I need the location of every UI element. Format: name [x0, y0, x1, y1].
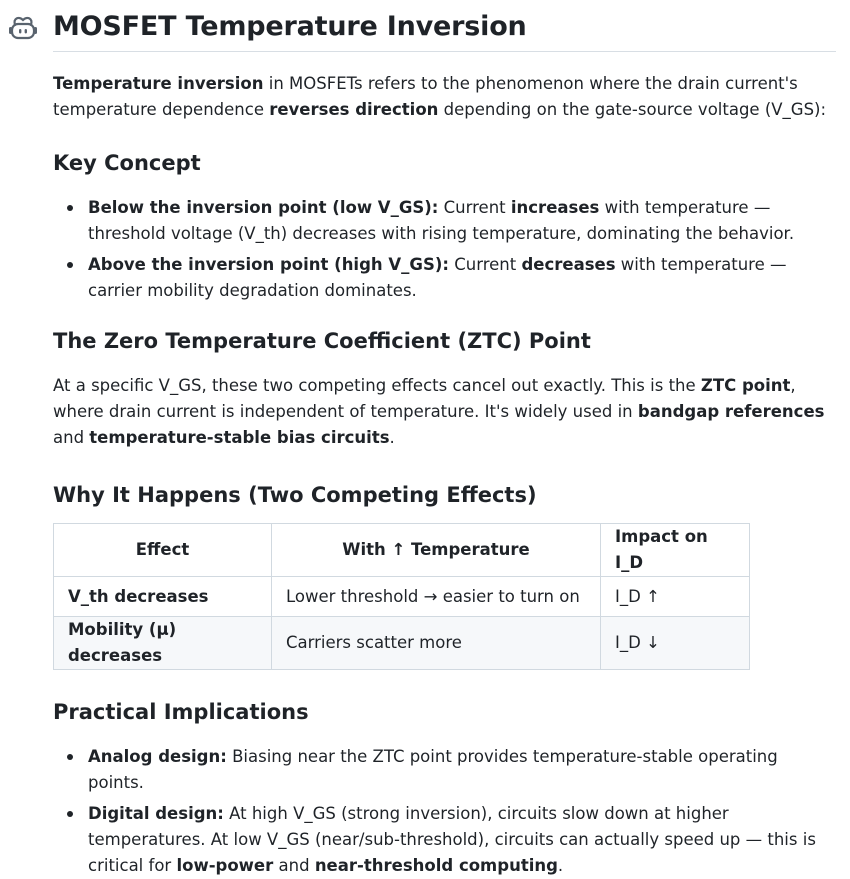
column-header: Effect: [54, 524, 272, 577]
list-item-text: At high V_GS (strong inversion), circuits slow down at higher temperatures. At low V_GS (near/sub-threshold), circuits can actually speed up — this is critical for: [88, 804, 816, 875]
list-item: [88, 744, 836, 796]
list-item: [88, 801, 836, 879]
list-item-bold: increases: [510, 198, 600, 217]
intro-text-end: depending on the gate-source voltage (V_GS):: [438, 100, 827, 119]
list-item-bold: near-threshold computing: [314, 856, 558, 875]
list-item-lead: Analog design:: [88, 747, 227, 766]
list-item-text: with temperature — threshold voltage (V_th) decreases with rising temperature, dominating the behavior.: [88, 198, 795, 243]
list-item: [88, 252, 836, 304]
list-item-text: with temperature — carrier mobility degradation dominates.: [88, 255, 787, 300]
heading-practical: Practical Implications: [53, 700, 309, 724]
list-item-lead: Below the inversion point (low V_GS):: [88, 198, 439, 217]
list-item-text: Biasing near the ZTC point provides temperature-stable operating points.: [88, 747, 778, 792]
list-item-bold: decreases: [521, 255, 616, 274]
column-header: With ↑ Temperature: [272, 524, 601, 577]
table-header-row: [54, 524, 750, 577]
table-cell: I_D ↓: [601, 617, 750, 670]
table-cell: I_D ↑: [601, 577, 750, 617]
cell-effect: V_th decreases: [68, 586, 209, 606]
list-item-text: .: [557, 856, 564, 875]
table-cell: [54, 617, 272, 670]
ztc-bold: ZTC point: [700, 376, 791, 395]
ztc-text: , where drain current is independent of temperature. It's widely used in: [53, 376, 796, 421]
ztc-bold: bandgap references: [637, 402, 825, 421]
intro-paragraph: [53, 71, 836, 123]
page-title: MOSFET Temperature Inversion: [53, 0, 836, 52]
intro-bold-phrase: reverses direction: [269, 100, 439, 119]
list-item-lead: Above the inversion point (high V_GS):: [88, 255, 449, 274]
table-cell: [54, 577, 272, 617]
intro-bold-term: Temperature inversion: [53, 74, 264, 93]
table-cell: Carriers scatter more: [272, 617, 601, 670]
list-item-lead: Digital design:: [88, 804, 224, 823]
heading-why: Why It Happens (Two Competing Effects): [53, 483, 537, 507]
table-cell: Lower threshold → easier to turn on: [272, 577, 601, 617]
markdown-body: [53, 0, 836, 879]
cell-effect: Mobility (μ) decreases: [68, 620, 177, 665]
table-row: [54, 577, 750, 617]
ztc-text: .: [389, 428, 395, 447]
ztc-paragraph: [53, 373, 836, 451]
ztc-text: At a specific V_GS, these two competing effects cancel out exactly. This is the: [53, 376, 701, 395]
column-header: Impact on I_D: [601, 524, 750, 577]
list-item-text: Current: [438, 198, 511, 217]
list-item-text: Current: [448, 255, 522, 274]
ztc-bold: temperature-stable bias circuits: [89, 428, 390, 447]
heading-key-concept: Key Concept: [53, 151, 201, 175]
list-item-text: and: [273, 856, 315, 875]
ztc-text: and: [53, 428, 90, 447]
key-concept-list: [53, 195, 836, 304]
intro-text: in MOSFETs refers to the phenomenon where the drain current's temperature dependence: [53, 74, 798, 119]
copilot-icon: [8, 14, 38, 42]
practical-list: [53, 744, 836, 879]
heading-ztc: The Zero Temperature Coefficient (ZTC) Point: [53, 329, 591, 353]
table-row: [54, 617, 750, 670]
list-item-bold: low-power: [176, 856, 274, 875]
effects-table: [53, 523, 750, 670]
list-item: [88, 195, 836, 247]
